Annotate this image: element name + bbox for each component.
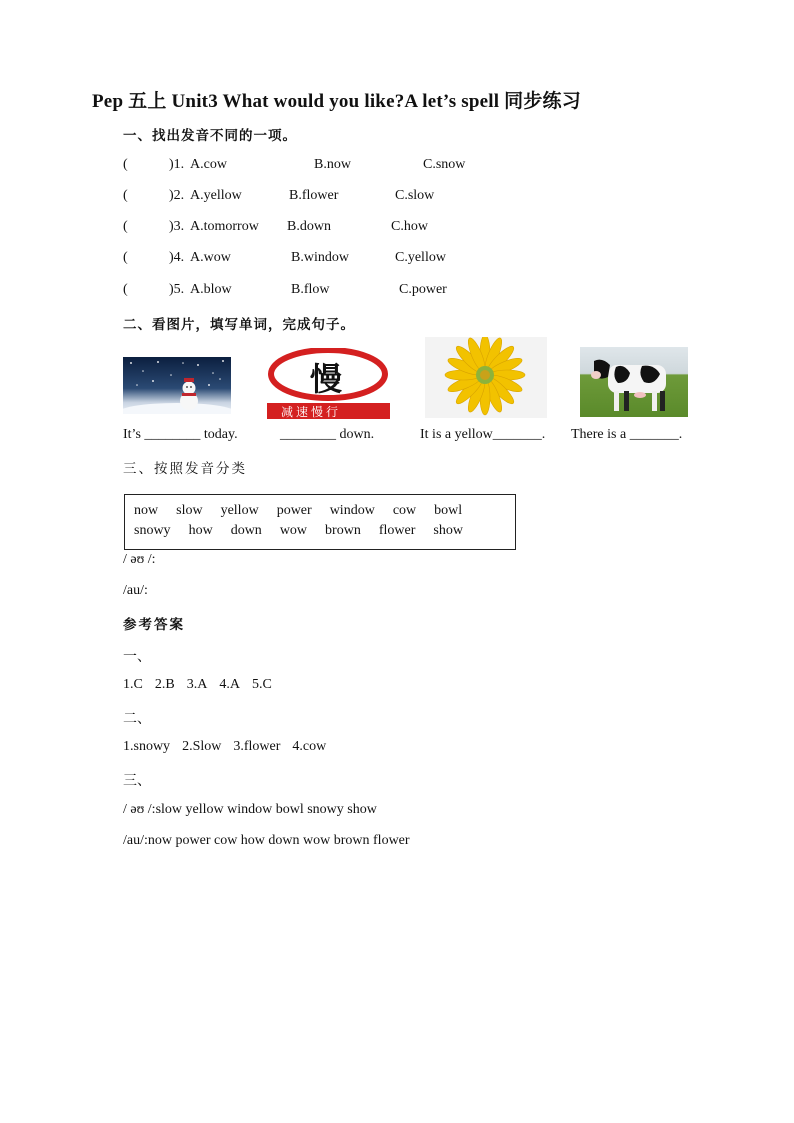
page-title: Pep 五上 Unit3 What would you like?A let’s spell 同步练习 (92, 91, 581, 112)
option-a: A.yellow (190, 188, 242, 203)
option-b: B.down (287, 219, 331, 234)
section3-heading: 三、按照发音分类 (123, 461, 247, 476)
caption-2: ________ down. (280, 427, 375, 442)
option-c: C.power (399, 282, 447, 297)
question-number: )2. (169, 188, 185, 203)
answer-blank: ( (123, 250, 128, 265)
option-c: C.yellow (395, 250, 446, 265)
option-b: B.flow (291, 282, 330, 297)
answer-blank: ( (123, 157, 128, 172)
word: brown (325, 523, 361, 538)
slow-sign-picture (267, 348, 390, 419)
option-a: A.wow (190, 250, 231, 265)
question-row (123, 250, 523, 268)
answers-line-ou: / əʊ /:slow yellow window bowl snowy show (123, 802, 377, 817)
question-row (123, 188, 523, 206)
question-number: )3. (169, 219, 185, 234)
option-a: A.blow (190, 282, 232, 297)
sign-caption: 减速慢行 (281, 405, 342, 419)
option-a: A.cow (190, 157, 227, 172)
answers-heading: 参考答案 (123, 617, 185, 632)
word: cow (392, 503, 417, 518)
option-b: B.window (291, 250, 349, 265)
question-number: )5. (169, 282, 185, 297)
caption-1: It’s ________ today. (123, 427, 238, 442)
answer-item: 3.flower (233, 739, 281, 754)
option-c: C.snow (423, 157, 466, 172)
answers-part2-label: 二、 (123, 712, 151, 727)
word: slow (176, 503, 203, 518)
caption-3: It is a yellow_______. (420, 427, 546, 442)
word: now (134, 503, 159, 518)
word: down (230, 523, 262, 538)
answer-item: 4.A (219, 677, 240, 692)
option-a: A.tomorrow (190, 219, 259, 234)
answers-part1-label: 一、 (123, 650, 151, 665)
answers-part1 (123, 677, 284, 693)
word: snowy (134, 523, 171, 538)
word: window (329, 503, 375, 518)
phonetic-label-au: /au/: (123, 583, 148, 598)
word: bowl (434, 503, 463, 518)
answers-part3-label: 三、 (123, 774, 151, 789)
answer-item: 2.Slow (182, 739, 222, 754)
question-row (123, 157, 523, 175)
answer-blank: ( (123, 188, 128, 203)
option-c: C.how (391, 219, 428, 234)
word: power (276, 503, 312, 518)
option-c: C.slow (395, 188, 435, 203)
answer-item: 3.A (186, 677, 208, 692)
question-row (123, 219, 523, 237)
question-row (123, 282, 523, 300)
option-b: B.flower (289, 188, 339, 203)
cow-illustration (580, 347, 688, 417)
answer-blank: ( (123, 282, 128, 297)
answers-part2 (123, 739, 338, 755)
option-b: B.now (314, 157, 351, 172)
answers-line-au: /au/:now power cow how down wow brown flower (123, 833, 410, 848)
question-number: )1. (169, 157, 185, 172)
snowman-picture (123, 357, 231, 414)
sign-character: 慢 (310, 360, 343, 398)
snowman-illustration (123, 357, 231, 414)
section1-heading: 一、找出发音不同的一项。 (123, 128, 297, 143)
answer-item: 2.B (154, 677, 175, 692)
word-bank-box (124, 494, 516, 550)
word: flower (378, 523, 416, 538)
caption-4: There is a _______. (571, 427, 683, 442)
word: how (188, 523, 213, 538)
word: wow (279, 523, 308, 538)
answer-item: 5.C (251, 677, 272, 692)
flower-illustration (425, 337, 547, 418)
answer-item: 4.cow (292, 739, 327, 754)
question-number: )4. (169, 250, 185, 265)
word-bank-row (134, 523, 479, 539)
answer-item: 1.snowy (123, 739, 171, 754)
cow-picture (580, 347, 688, 417)
answer-item: 1.C (123, 677, 143, 692)
section2-heading: 二、看图片，填写单词，完成句子。 (123, 317, 355, 332)
word: yellow (220, 503, 259, 518)
answer-blank: ( (123, 219, 128, 234)
word: show (433, 523, 463, 538)
word-bank-row (134, 503, 478, 519)
flower-picture (425, 337, 547, 418)
phonetic-label-ou: / əʊ /: (123, 552, 156, 567)
